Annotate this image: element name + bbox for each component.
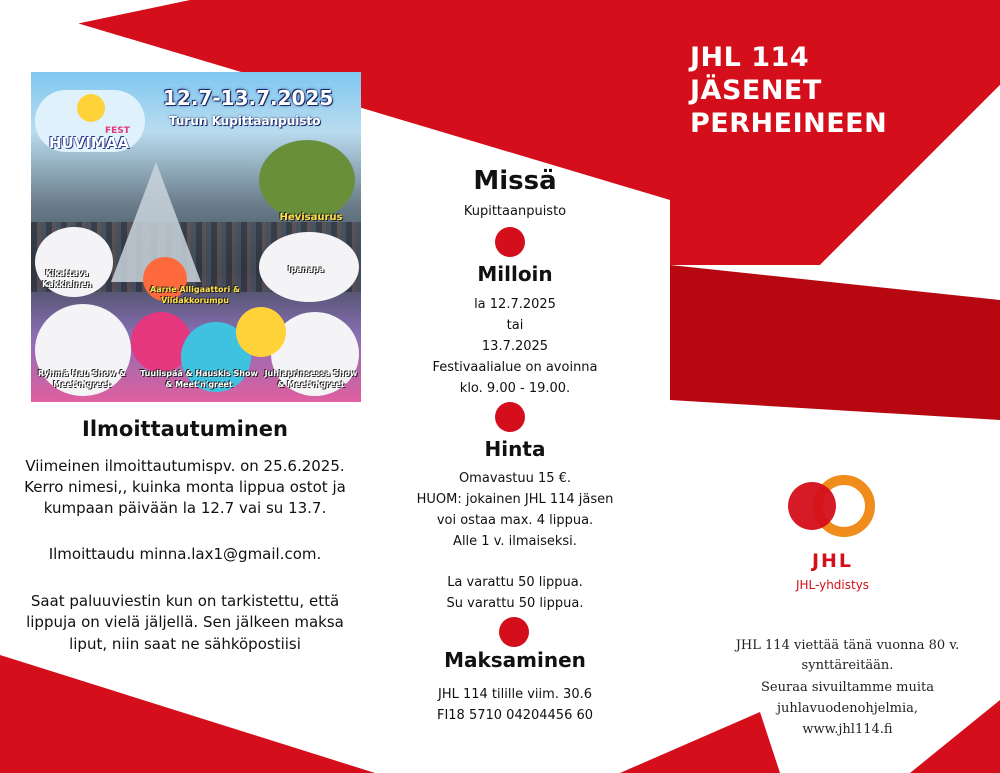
when-line: la 12.7.2025 [474,297,556,312]
where-title: Missä [473,166,557,196]
registration-line: lippuja on vielä jäljellä. Sen jälkeen maksa [26,613,344,631]
footer-website-link[interactable]: www.jhl114.fi [802,722,893,737]
registration-line: kumpaan päivään la 12.7 vai su 13.7. [43,499,327,517]
red-dot [495,227,525,257]
footer-line: synttäreitään. [801,658,894,673]
footer-line: JHL 114 viettää tänä vuonna 80 v. [735,638,960,653]
jhl-logo-text: JHL [811,550,854,572]
where-text: Kupittaanpuisto [463,204,567,219]
logo-name-text: HUVIMAA [49,134,130,152]
act-label: Aarne Alligaattori & Viidakkorumpu [150,285,240,305]
footer-line: Seuraa sivuiltamme muita [761,680,934,695]
when-line: klo. 9.00 - 19.00. [459,381,571,396]
logo-fest-text: FEST [105,126,130,136]
when-line: 13.7.2025 [481,339,549,354]
price-title: Hinta [484,437,546,461]
registration-line: liput, niin saat ne sähköpostiisi [69,635,301,653]
footer-line: juhlavuodenohjelmia, [776,701,919,716]
act-label: Hevisaurus [279,212,343,223]
when-title: Milloin [477,262,553,286]
act-bubble [259,140,355,220]
registration-line: Kerro nimesi,, kuinka monta lippua ostot ja [24,478,346,496]
payment-title: Maksaminen [444,648,586,672]
when-line: Festivaalialue on avoinna [432,360,598,375]
price-line: voi ostaa max. 4 lippua. [436,513,594,528]
act-label: Kikattava Kakkiainen [42,269,92,289]
header-title-line: JÄSENET [690,75,822,106]
price-line: Omavastuu 15 €. [458,471,572,486]
registration-email-line: Ilmoittaudu minna.lax1@gmail.com. [48,545,322,563]
jhl-logo-icon [786,472,878,544]
red-dot [499,617,529,647]
payment-account-line: FI18 5710 04204456 60 [436,708,594,723]
header-title-line: PERHEINEEN [690,108,888,139]
huvimaa-logo [35,90,145,152]
sun-icon [77,94,105,122]
poster-place: Turun Kupittaanpuisto [169,114,321,128]
red-dot [495,402,525,432]
when-line: tai [506,318,524,333]
act-label: Ipanapa [287,265,325,274]
act-label: Tuulispää & Hauskis Show & Meet'n'greet [140,369,258,389]
registration-line: Viimeinen ilmoittautumispv. on 25.6.2025. [25,457,345,475]
payment-line: JHL 114 tilille viim. 30.6 [437,687,592,702]
act-label: Juhlaprinsessa Show & Meet'n'greet [264,369,358,389]
price-line: Su varattu 50 lippua. [446,596,584,611]
header-title-line: JHL 114 [690,42,810,73]
registration-title: Ilmoittautuminen [82,417,288,441]
jhl-logo-subtitle: JHL-yhdistys [795,578,870,592]
price-line: Alle 1 v. ilmaiseksi. [453,534,577,549]
registration-line: Saat paluuviestin kun on tarkistettu, että [30,592,340,610]
price-line: La varattu 50 lippua. [447,575,583,590]
poster-dates: 12.7-13.7.2025 [163,86,334,110]
festival-poster-image [31,72,361,402]
price-line: HUOM: jokainen JHL 114 jäsen [416,492,614,507]
balloon [236,307,286,357]
act-label: Ryhmä Hau Show & Meet'n'greet [38,369,126,389]
bottom-left-red [0,655,375,773]
